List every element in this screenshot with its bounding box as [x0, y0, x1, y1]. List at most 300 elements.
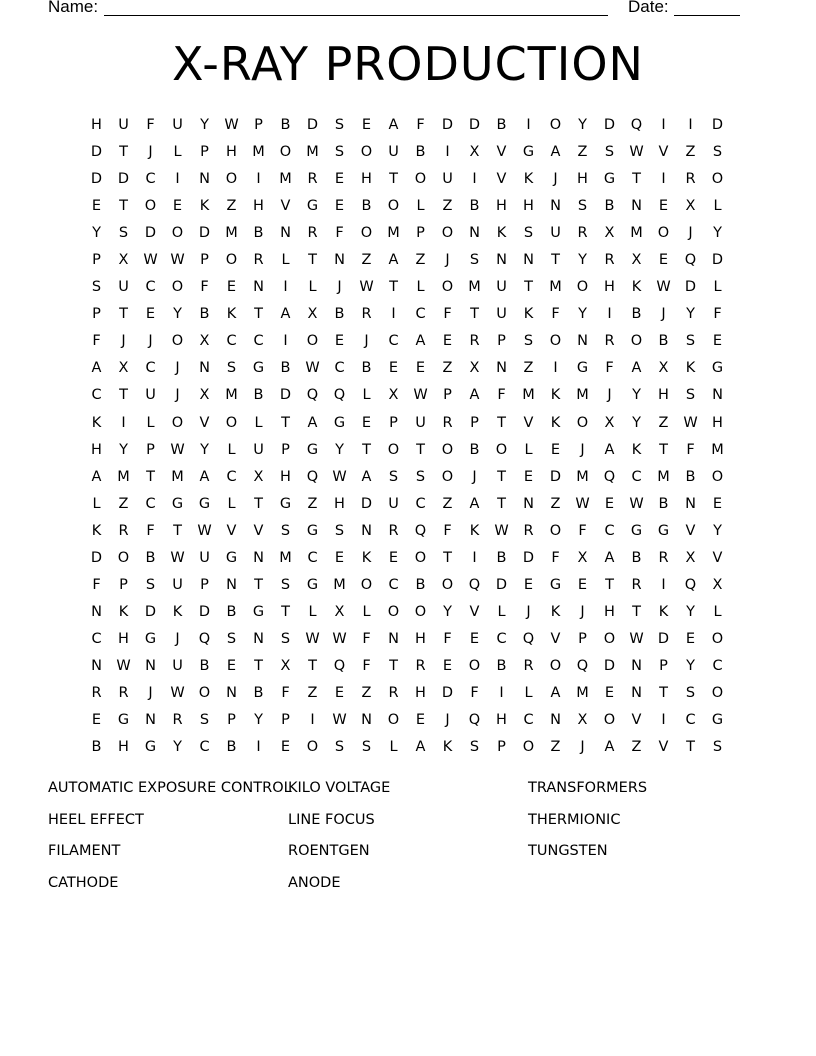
grid-letter: M — [630, 225, 643, 242]
grid-letter: B — [631, 306, 642, 323]
grid-row — [83, 166, 731, 193]
grid-letter: B — [280, 117, 291, 134]
grid-letter: Y — [173, 306, 182, 323]
word-column — [288, 778, 390, 905]
grid-letter: O — [549, 117, 562, 134]
grid-letter: K — [226, 306, 237, 323]
grid-letter: J — [688, 225, 693, 242]
grid-letter: F — [200, 279, 209, 296]
grid-letter: Z — [442, 360, 453, 377]
grid-letter: T — [389, 171, 398, 188]
grid-letter: O — [630, 333, 643, 350]
grid-letter: H — [523, 198, 534, 215]
grid-letter: S — [334, 117, 345, 134]
grid-letter: D — [144, 603, 157, 620]
grid-letter: Y — [578, 252, 587, 269]
grid-row — [83, 545, 731, 572]
grid-letter: L — [308, 603, 317, 620]
grid-letter: T — [497, 414, 506, 431]
grid-letter: C — [145, 279, 156, 296]
grid-letter: U — [442, 171, 453, 188]
grid-letter: G — [117, 712, 130, 729]
grid-row — [83, 437, 731, 464]
grid-letter: S — [523, 333, 534, 350]
grid-letter: X — [604, 414, 615, 431]
grid-letter: E — [604, 495, 615, 512]
grid-letter: O — [549, 333, 562, 350]
grid-letter: F — [416, 117, 425, 134]
grid-letter: H — [577, 171, 588, 188]
grid-letter: T — [416, 441, 425, 458]
grid-letter: G — [603, 171, 616, 188]
grid-letter: L — [362, 387, 371, 404]
grid-letter: O — [441, 225, 454, 242]
grid-letter: O — [144, 198, 157, 215]
grid-letter: B — [496, 657, 507, 674]
grid-letter: K — [631, 279, 642, 296]
grid-row — [83, 734, 731, 761]
grid-letter: P — [470, 414, 479, 431]
word-list-item: ANODE — [288, 875, 341, 892]
grid-letter: S — [469, 739, 480, 756]
grid-letter: Y — [713, 225, 722, 242]
grid-letter: G — [144, 630, 157, 647]
grid-letter: M — [117, 468, 130, 485]
grid-letter: S — [280, 522, 291, 539]
grid-letter: T — [497, 468, 506, 485]
grid-letter: U — [253, 441, 264, 458]
grid-letter: P — [497, 739, 506, 756]
grid-letter: P — [92, 306, 101, 323]
grid-letter: K — [91, 414, 102, 431]
grid-letter: A — [604, 549, 615, 566]
grid-letter: T — [308, 252, 317, 269]
grid-letter: N — [523, 495, 534, 512]
grid-row — [83, 410, 731, 437]
grid-letter: V — [253, 522, 264, 539]
grid-letter: X — [604, 225, 615, 242]
grid-letter: L — [173, 144, 182, 161]
grid-letter: W — [629, 630, 644, 647]
grid-letter: L — [281, 252, 290, 269]
grid-letter: G — [306, 522, 319, 539]
grid-letter: E — [577, 576, 588, 593]
grid-letter: U — [415, 414, 426, 431]
grid-letter: E — [334, 171, 345, 188]
grid-letter: E — [388, 360, 399, 377]
grid-letter: L — [308, 279, 317, 296]
grid-letter: S — [334, 522, 345, 539]
grid-letter: M — [576, 468, 589, 485]
grid-letter: D — [117, 171, 130, 188]
word-list-item: TUNGSTEN — [528, 843, 608, 860]
grid-letter: T — [119, 387, 128, 404]
grid-letter: I — [499, 685, 504, 701]
grid-letter: F — [362, 630, 371, 647]
grid-letter: N — [199, 171, 210, 188]
grid-letter: D — [198, 225, 211, 242]
word-list-item: HEEL EFFECT — [48, 811, 144, 828]
grid-letter: R — [523, 657, 534, 674]
grid-letter: X — [307, 306, 318, 323]
grid-letter: U — [172, 117, 183, 134]
grid-letter: H — [604, 603, 615, 620]
grid-letter: U — [172, 576, 183, 593]
grid-letter: P — [497, 333, 506, 350]
grid-letter: R — [604, 333, 615, 350]
grid-letter: X — [334, 603, 345, 620]
grid-letter: W — [170, 549, 185, 566]
grid-letter: D — [90, 549, 103, 566]
grid-letter: O — [387, 441, 400, 458]
grid-letter: T — [632, 171, 641, 188]
grid-letter: V — [496, 171, 507, 188]
grid-letter: J — [148, 333, 153, 350]
grid-letter: P — [200, 144, 209, 161]
grid-letter: N — [631, 685, 642, 701]
grid-letter: X — [631, 252, 642, 269]
grid-letter: S — [199, 712, 210, 729]
grid-letter: H — [118, 630, 129, 647]
grid-letter: L — [713, 279, 722, 296]
grid-letter: E — [685, 630, 696, 647]
grid-letter: Z — [577, 144, 588, 161]
grid-letter: H — [496, 712, 507, 729]
grid-letter: G — [630, 522, 643, 539]
grid-letter: N — [685, 495, 696, 512]
grid-letter: T — [119, 306, 128, 323]
grid-letter: Y — [578, 117, 587, 134]
grid-letter: J — [580, 441, 585, 458]
grid-letter: X — [712, 576, 723, 593]
grid-letter: T — [497, 495, 506, 512]
grid-letter: M — [387, 225, 400, 242]
grid-letter: C — [145, 360, 156, 377]
grid-letter: F — [551, 306, 560, 323]
grid-letter: B — [199, 657, 210, 674]
grid-letter: B — [361, 360, 372, 377]
grid-letter: X — [199, 387, 210, 404]
grid-letter: Q — [522, 630, 535, 647]
grid-letter: R — [118, 685, 129, 701]
grid-letter: V — [469, 603, 480, 620]
grid-letter: D — [603, 117, 616, 134]
grid-letter: K — [496, 225, 507, 242]
grid-letter: T — [254, 495, 263, 512]
grid-letter: O — [414, 603, 427, 620]
grid-letter: N — [199, 360, 210, 377]
grid-letter: O — [711, 171, 724, 188]
grid-letter: Z — [550, 495, 561, 512]
grid-letter: A — [550, 144, 561, 161]
grid-letter: O — [522, 739, 535, 756]
grid-letter: H — [91, 441, 102, 458]
grid-letter: Z — [226, 198, 237, 215]
grid-letter: X — [118, 252, 129, 269]
grid-letter: O — [603, 630, 616, 647]
grid-letter: F — [362, 657, 371, 674]
grid-letter: P — [200, 252, 209, 269]
grid-letter: R — [388, 685, 399, 701]
grid-letter: V — [685, 522, 696, 539]
grid-letter: L — [389, 739, 398, 756]
grid-letter: B — [253, 225, 264, 242]
grid-letter: S — [388, 468, 399, 485]
grid-letter: Y — [92, 225, 101, 242]
grid-letter: C — [253, 333, 264, 350]
grid-letter: N — [496, 252, 507, 269]
grid-row — [83, 355, 731, 382]
grid-letter: S — [91, 279, 102, 296]
grid-letter: G — [279, 495, 292, 512]
grid-letter: O — [441, 468, 454, 485]
grid-letter: X — [685, 198, 696, 215]
grid-letter: W — [305, 630, 320, 647]
grid-letter: O — [495, 441, 508, 458]
grid-letter: J — [445, 712, 450, 729]
grid-letter: Y — [335, 441, 344, 458]
grid-letter: V — [280, 198, 291, 215]
grid-letter: S — [361, 739, 372, 756]
grid-letter: E — [469, 630, 480, 647]
grid-letter: O — [225, 252, 238, 269]
grid-row — [83, 518, 731, 545]
word-search-grid — [83, 112, 731, 761]
grid-letter: B — [253, 685, 264, 701]
grid-letter: X — [577, 549, 588, 566]
grid-letter: Q — [468, 712, 481, 729]
grid-letter: S — [523, 225, 534, 242]
grid-letter: T — [632, 603, 641, 620]
word-list — [48, 778, 768, 908]
grid-letter: S — [118, 225, 129, 242]
grid-letter: O — [387, 712, 400, 729]
grid-letter: D — [279, 387, 292, 404]
grid-letter: D — [711, 252, 724, 269]
grid-letter: E — [442, 657, 453, 674]
grid-letter: B — [280, 360, 291, 377]
grid-letter: G — [549, 576, 562, 593]
grid-letter: S — [604, 144, 615, 161]
grid-letter: R — [631, 576, 642, 593]
grid-letter: B — [226, 603, 237, 620]
grid-letter: H — [658, 387, 669, 404]
grid-letter: T — [281, 414, 290, 431]
grid-letter: L — [227, 495, 236, 512]
grid-letter: O — [171, 333, 184, 350]
grid-letter: J — [175, 630, 180, 647]
grid-letter: O — [414, 549, 427, 566]
grid-letter: W — [575, 495, 590, 512]
grid-letter: H — [118, 739, 129, 756]
grid-letter: U — [118, 117, 129, 134]
grid-letter: U — [496, 306, 507, 323]
grid-letter: M — [549, 279, 562, 296]
grid-letter: G — [225, 549, 238, 566]
grid-letter: V — [496, 144, 507, 161]
grid-letter: Z — [550, 739, 561, 756]
grid-letter: L — [227, 441, 236, 458]
grid-row — [83, 139, 731, 166]
grid-letter: I — [607, 306, 612, 323]
grid-letter: S — [226, 360, 237, 377]
grid-letter: E — [658, 198, 669, 215]
grid-letter: N — [226, 685, 237, 701]
grid-letter: V — [631, 712, 642, 729]
grid-letter: R — [442, 414, 453, 431]
grid-letter: Z — [307, 685, 318, 701]
grid-letter: C — [496, 630, 507, 647]
grid-letter: S — [577, 198, 588, 215]
grid-letter: T — [362, 441, 371, 458]
grid-letter: M — [576, 387, 589, 404]
grid-letter: P — [92, 252, 101, 269]
grid-letter: W — [413, 387, 428, 404]
grid-letter: W — [656, 279, 671, 296]
grid-letter: J — [580, 739, 585, 756]
grid-letter: X — [253, 468, 264, 485]
grid-letter: Y — [254, 712, 263, 729]
grid-letter: Q — [306, 387, 319, 404]
grid-letter: V — [550, 630, 561, 647]
grid-letter: F — [578, 522, 587, 539]
grid-letter: L — [146, 414, 155, 431]
grid-letter: E — [91, 712, 102, 729]
grid-letter: C — [91, 630, 102, 647]
grid-letter: W — [629, 495, 644, 512]
grid-letter: C — [631, 468, 642, 485]
grid-letter: O — [441, 576, 454, 593]
grid-letter: X — [469, 144, 480, 161]
grid-letter: U — [496, 279, 507, 296]
grid-letter: D — [306, 117, 319, 134]
grid-letter: P — [254, 117, 263, 134]
grid-letter: O — [117, 549, 130, 566]
grid-letter: I — [391, 306, 396, 323]
grid-letter: B — [658, 495, 669, 512]
grid-letter: E — [415, 360, 426, 377]
grid-letter: K — [199, 198, 210, 215]
grid-letter: J — [337, 279, 342, 296]
grid-letter: A — [307, 414, 318, 431]
grid-letter: Z — [442, 495, 453, 512]
grid-letter: T — [254, 576, 263, 593]
grid-letter: O — [360, 144, 373, 161]
grid-letter: W — [359, 279, 374, 296]
grid-letter: O — [387, 198, 400, 215]
grid-letter: E — [658, 252, 669, 269]
grid-letter: P — [227, 712, 236, 729]
grid-letter: Y — [173, 739, 182, 756]
grid-letter: U — [172, 657, 183, 674]
grid-letter: C — [307, 549, 318, 566]
grid-letter: S — [712, 739, 723, 756]
grid-letter: A — [388, 117, 399, 134]
grid-letter: M — [576, 685, 589, 701]
grid-letter: O — [549, 657, 562, 674]
grid-letter: T — [389, 657, 398, 674]
grid-letter: R — [91, 685, 102, 701]
grid-letter: R — [469, 333, 480, 350]
grid-letter: B — [91, 739, 102, 756]
grid-letter: T — [686, 739, 695, 756]
grid-letter: Y — [200, 117, 209, 134]
grid-letter: O — [711, 630, 724, 647]
grid-letter: O — [549, 522, 562, 539]
grid-letter: E — [334, 333, 345, 350]
grid-letter: G — [306, 441, 319, 458]
grid-letter: G — [252, 603, 265, 620]
grid-letter: J — [607, 387, 612, 404]
grid-letter: W — [170, 252, 185, 269]
grid-letter: W — [143, 252, 158, 269]
grid-letter: B — [361, 198, 372, 215]
grid-letter: J — [472, 468, 477, 485]
grid-letter: D — [684, 279, 697, 296]
grid-letter: E — [523, 468, 534, 485]
grid-letter: T — [524, 279, 533, 296]
grid-letter: J — [175, 360, 180, 377]
grid-letter: R — [388, 522, 399, 539]
grid-letter: I — [121, 414, 126, 431]
grid-letter: J — [175, 387, 180, 404]
grid-letter: O — [306, 333, 319, 350]
grid-letter: M — [171, 468, 184, 485]
grid-letter: V — [712, 549, 723, 566]
grid-letter: N — [550, 712, 561, 729]
grid-letter: L — [524, 441, 533, 458]
grid-letter: K — [550, 387, 561, 404]
grid-row — [83, 572, 731, 599]
grid-letter: E — [361, 414, 372, 431]
grid-letter: H — [361, 171, 372, 188]
grid-letter: P — [443, 387, 452, 404]
grid-letter: T — [119, 198, 128, 215]
grid-letter: Y — [578, 306, 587, 323]
grid-letter: L — [713, 603, 722, 620]
grid-letter: N — [253, 549, 264, 566]
grid-letter: F — [443, 522, 452, 539]
grid-letter: O — [414, 171, 427, 188]
grid-letter: B — [415, 144, 426, 161]
grid-letter: C — [685, 712, 696, 729]
grid-letter: O — [657, 225, 670, 242]
grid-row — [83, 328, 731, 355]
grid-letter: A — [469, 387, 480, 404]
grid-letter: T — [308, 657, 317, 674]
grid-letter: T — [281, 603, 290, 620]
grid-row — [83, 626, 731, 653]
grid-letter: W — [629, 144, 644, 161]
grid-letter: X — [577, 712, 588, 729]
grid-letter: G — [306, 576, 319, 593]
grid-letter: P — [416, 225, 425, 242]
grid-letter: O — [306, 739, 319, 756]
grid-letter: R — [172, 712, 183, 729]
grid-letter: T — [119, 144, 128, 161]
grid-letter: Q — [333, 387, 346, 404]
grid-letter: A — [604, 441, 615, 458]
grid-letter: E — [145, 306, 156, 323]
name-blank-line — [104, 15, 608, 16]
grid-letter: N — [334, 252, 345, 269]
grid-letter: D — [495, 576, 508, 593]
grid-letter: C — [415, 306, 426, 323]
grid-letter: E — [442, 333, 453, 350]
grid-letter: V — [199, 414, 210, 431]
grid-letter: N — [253, 279, 264, 296]
grid-letter: A — [631, 360, 642, 377]
